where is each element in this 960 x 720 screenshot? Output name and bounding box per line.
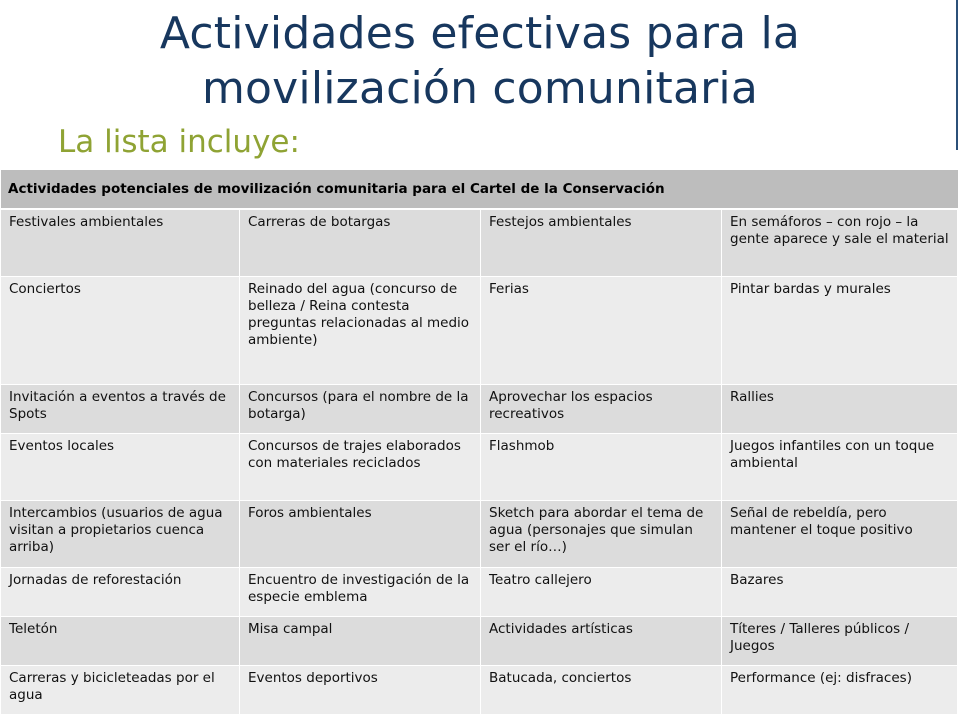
right-accent-rule (956, 0, 958, 150)
table-cell: Sketch para abordar el tema de agua (personajes que simulan ser el río…) (481, 501, 722, 568)
table-cell: Flashmob (481, 434, 722, 501)
table-cell: Jornadas de reforestación (1, 568, 240, 617)
table-row (1, 501, 958, 568)
table-cell: Pintar bardas y murales (722, 277, 958, 385)
table-cell: Carreras de botargas (240, 210, 481, 277)
table-cell: Eventos deportivos (240, 666, 481, 715)
slide-title-line-2: movilización comunitaria (201, 63, 759, 114)
table-cell: Foros ambientales (240, 501, 481, 568)
table-row (1, 666, 958, 715)
table-cell: Festejos ambientales (481, 210, 722, 277)
table-cell: Reinado del agua (concurso de belleza / Reina contesta preguntas relacionadas al medio ambiente) (240, 277, 481, 385)
table-cell: Concursos de trajes elaborados con materiales reciclados (240, 434, 481, 501)
table-row (1, 385, 958, 434)
table-row (1, 210, 958, 277)
table-cell: Rallies (722, 385, 958, 434)
table-cell: Carreras y bicicleteadas por el agua (1, 666, 240, 715)
table-row (1, 617, 958, 666)
table-cell: Conciertos (1, 277, 240, 385)
slide-title-line-1: Actividades efectivas para la (159, 8, 801, 59)
table-cell: Performance (ej: disfraces) (722, 666, 958, 715)
table-cell: Invitación a eventos a través de Spots (1, 385, 240, 434)
table-cell: Batucada, conciertos (481, 666, 722, 715)
table-header: Actividades potenciales de movilización comunitaria para el Cartel de la Conservación (1, 170, 958, 210)
activities-table-container (1, 170, 958, 715)
table-cell: Aprovechar los espacios recreativos (481, 385, 722, 434)
slide-title (60, 6, 900, 116)
table-cell: Misa campal (240, 617, 481, 666)
table-cell: Bazares (722, 568, 958, 617)
table-row (1, 568, 958, 617)
table-cell: Señal de rebeldía, pero mantener el toque positivo (722, 501, 958, 568)
table-cell: Títeres / Talleres públicos / Juegos (722, 617, 958, 666)
table-cell: Ferias (481, 277, 722, 385)
table-cell: Concursos (para el nombre de la botarga) (240, 385, 481, 434)
table-cell: Encuentro de investigación de la especie emblema (240, 568, 481, 617)
table-cell: Intercambios (usuarios de agua visitan a propietarios cuenca arriba) (1, 501, 240, 568)
table-header-row (1, 170, 958, 210)
activities-table (1, 170, 958, 715)
subtitle: La lista incluye: (58, 124, 300, 160)
table-row (1, 277, 958, 385)
table-cell: En semáforos – con rojo – la gente aparece y sale el material (722, 210, 958, 277)
table-cell: Teatro callejero (481, 568, 722, 617)
table-cell: Juegos infantiles con un toque ambiental (722, 434, 958, 501)
table-cell: Eventos locales (1, 434, 240, 501)
table-row (1, 434, 958, 501)
table-cell: Festivales ambientales (1, 210, 240, 277)
table-cell: Actividades artísticas (481, 617, 722, 666)
table-cell: Teletón (1, 617, 240, 666)
